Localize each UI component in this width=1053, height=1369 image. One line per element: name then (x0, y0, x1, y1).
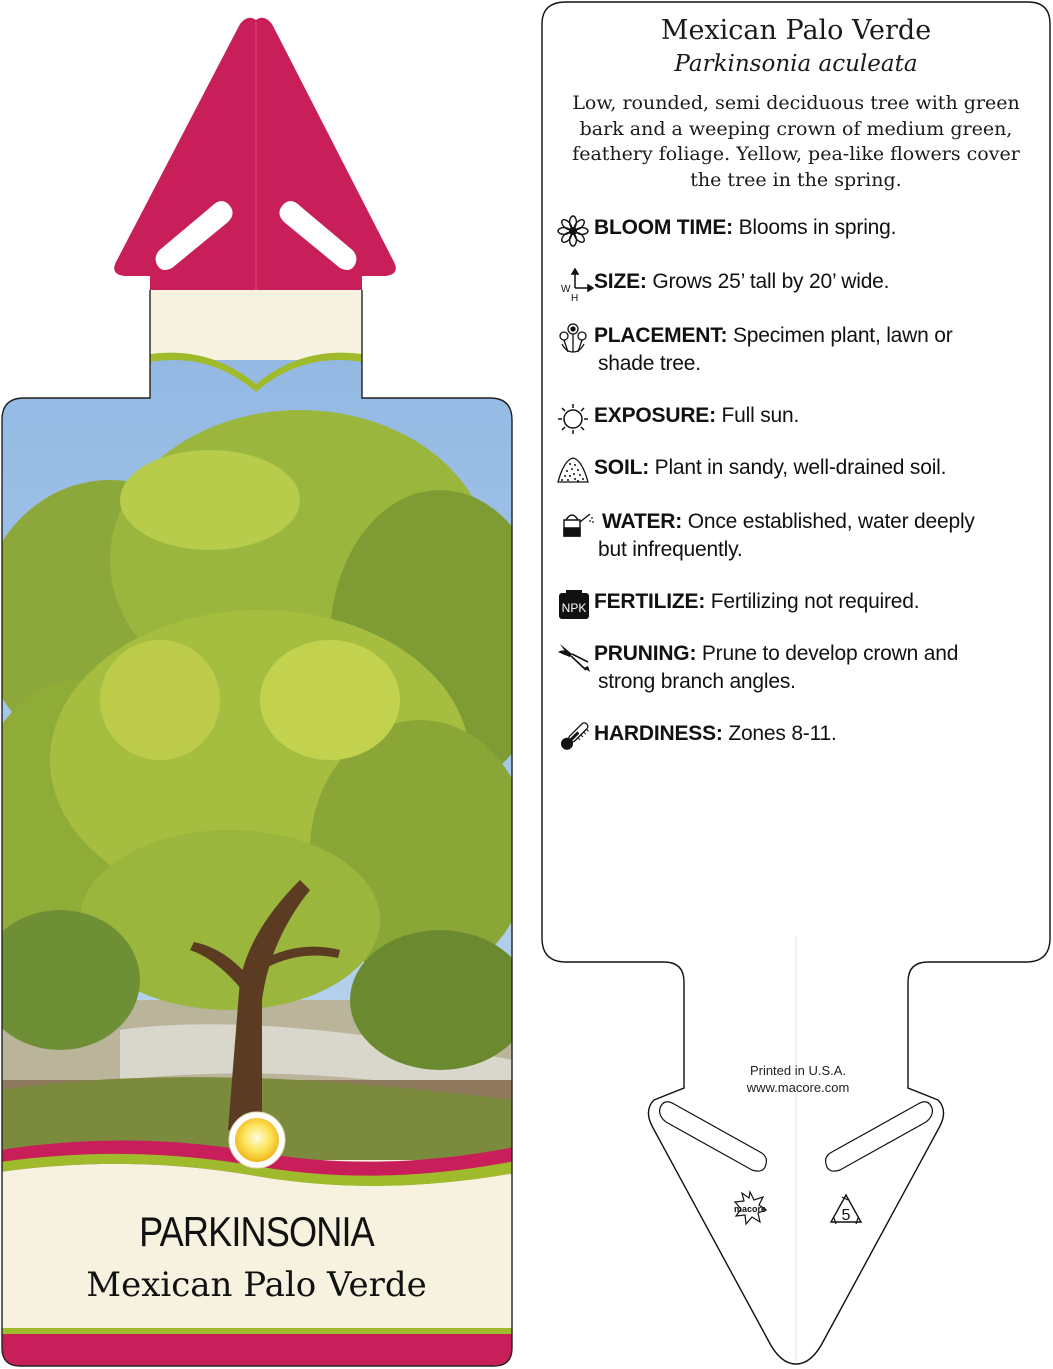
care-exposure (556, 402, 1036, 436)
care-placement (556, 322, 1036, 378)
pruners-icon (556, 640, 594, 674)
back-title: Mexican Palo Verde (660, 15, 932, 46)
care-label: BLOOM TIME: (594, 216, 733, 239)
thermometer-icon (556, 720, 594, 754)
care-label: FERTILIZE: (594, 590, 706, 613)
care-value-continued: strong branch angles. (598, 670, 796, 693)
care-fertilize (556, 588, 1036, 622)
care-label: EXPOSURE: (594, 404, 716, 427)
care-hardiness (556, 720, 1036, 754)
care-label: SIZE: (594, 270, 647, 293)
svg-text:5: 5 (841, 1207, 851, 1224)
npk-icon (556, 588, 594, 622)
size-arrows-icon (556, 268, 594, 302)
front-genus-name: PARKINSONIA (139, 1208, 374, 1255)
care-size (556, 268, 1036, 302)
care-pruning (556, 640, 1036, 696)
care-label: PRUNING: (594, 642, 697, 665)
care-value: Blooms in spring. (738, 216, 897, 239)
care-value: Once established, water deeply (687, 510, 975, 533)
care-value: Plant in sandy, well-drained soil. (654, 456, 947, 479)
sun-icon (556, 402, 594, 436)
care-value-continued: but infrequently. (598, 538, 743, 561)
care-value: Full sun. (721, 404, 800, 427)
soil-icon (556, 454, 594, 488)
care-label: WATER: (602, 510, 683, 533)
svg-text:H: H (571, 293, 579, 302)
printed-info (700, 1062, 896, 1096)
care-label: PLACEMENT: (594, 324, 728, 347)
watering-can-icon (556, 508, 594, 542)
care-value: Prune to develop crown and (701, 642, 959, 665)
back-latin-name: Parkinsonia aculeata (674, 51, 918, 77)
printed-line: Printed in U.S.A. (749, 1063, 847, 1078)
placement-flowers-icon (556, 322, 594, 356)
svg-text:macore: macore (733, 1204, 767, 1214)
care-water (556, 508, 1036, 564)
care-value-continued: shade tree. (598, 352, 701, 375)
back-description: Low, rounded, semi deciduous tree with green bark and a weeping crown of medium green, feathery foliage. Yellow, pea-like flowers cover the tree in the spring. (572, 92, 1020, 191)
care-bloom-time (556, 214, 1036, 248)
care-value: Zones 8-11. (728, 722, 837, 745)
svg-text:W: W (561, 284, 571, 295)
care-value: Specimen plant, lawn or (732, 324, 953, 347)
website-line: www.macore.com (746, 1080, 850, 1095)
front-common-name: Mexican Palo Verde (86, 1265, 427, 1305)
care-label: SOIL: (594, 456, 649, 479)
care-label: HARDINESS: (594, 722, 723, 745)
flower-icon (556, 214, 594, 248)
care-value: Fertilizing not required. (710, 590, 920, 613)
svg-text:NPK: NPK (561, 601, 587, 615)
care-soil (556, 454, 1036, 488)
care-value: Grows 25’ tall by 20’ wide. (652, 270, 890, 293)
